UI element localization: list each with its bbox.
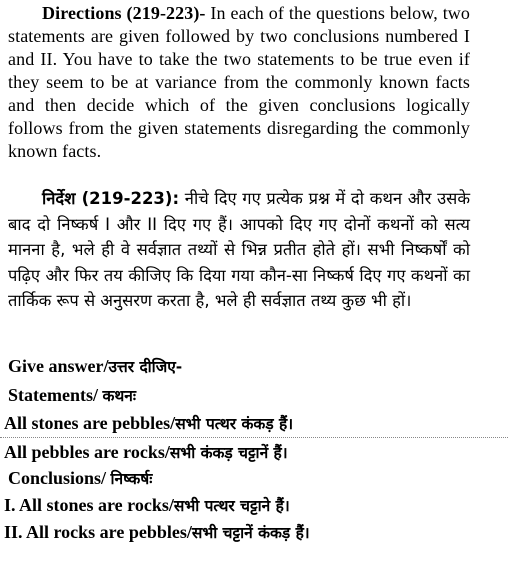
conclusion-1: [4, 494, 290, 516]
conclusions-heading-english: Conclusions/: [8, 468, 111, 488]
give-answer-line: [8, 355, 182, 377]
directions-hindi-heading: निर्देश (219-223):: [42, 189, 180, 208]
conclusions-heading-hindi: निष्कर्षः: [110, 470, 153, 488]
conclusion-1-hindi: सभी पत्थर चट्टाने हैं।: [173, 497, 290, 515]
statements-heading: [8, 384, 136, 406]
conclusion-2-hindi: सभी चट्टानें कंकड़ हैं।: [191, 524, 310, 542]
directions-english: [8, 2, 470, 163]
statement-2-english: All pebbles are rocks/: [4, 442, 170, 462]
directions-hindi: [8, 186, 470, 314]
statement-1-hindi: सभी पत्थर कंकड़ हैं।: [175, 415, 294, 433]
statements-heading-english: Statements/: [8, 385, 103, 405]
statement-2: [4, 441, 288, 463]
statement-1: [4, 412, 293, 434]
conclusions-heading: [8, 467, 152, 489]
conclusion-2-english: II. All rocks are pebbles/: [4, 522, 192, 542]
directions-english-body: In each of the questions below, two statements are given followed by two conclusions numbered I and II. You have to take the two statements to be true even if they seem to be at variance from the commonly known facts and then decide which of the given conclusions logically follows from the given statements disregarding the commonly known facts.: [8, 3, 470, 161]
statements-heading-hindi: कथनः: [102, 387, 137, 405]
directions-hindi-body: नीचे दिए गए प्रत्येक प्रश्न में दो कथन और उसके बाद दो निष्कर्ष I और II दिए गए हैं। आपको दिए गए दोनों कथनों को सत्य मानना है, भले ही वे सर्वज्ञात तथ्यों से भिन्न प्रतीत होते हों। सभी निष्कर्षों को पढ़िए और फिर तय कीजिए कि दिया गया कौन-सा निष्कर्ष दिए गए कथनों का तार्किक रूप से अनुसरण करता है, भले ही सर्वज्ञात तथ्य कुछ भी हों।: [8, 189, 471, 310]
conclusion-1-english: I. All stones are rocks/: [4, 495, 174, 515]
dotted-divider: [0, 437, 508, 438]
statement-1-english: All stones are pebbles/: [4, 413, 176, 433]
give-answer-english: Give answer/: [8, 356, 109, 376]
conclusion-2: [4, 521, 310, 543]
give-answer-hindi: उत्तर दीजिए-: [108, 358, 183, 376]
statement-2-hindi: सभी कंकड़ चट्टानें हैं।: [169, 444, 288, 462]
directions-english-heading: Directions (219-223)-: [42, 3, 206, 23]
